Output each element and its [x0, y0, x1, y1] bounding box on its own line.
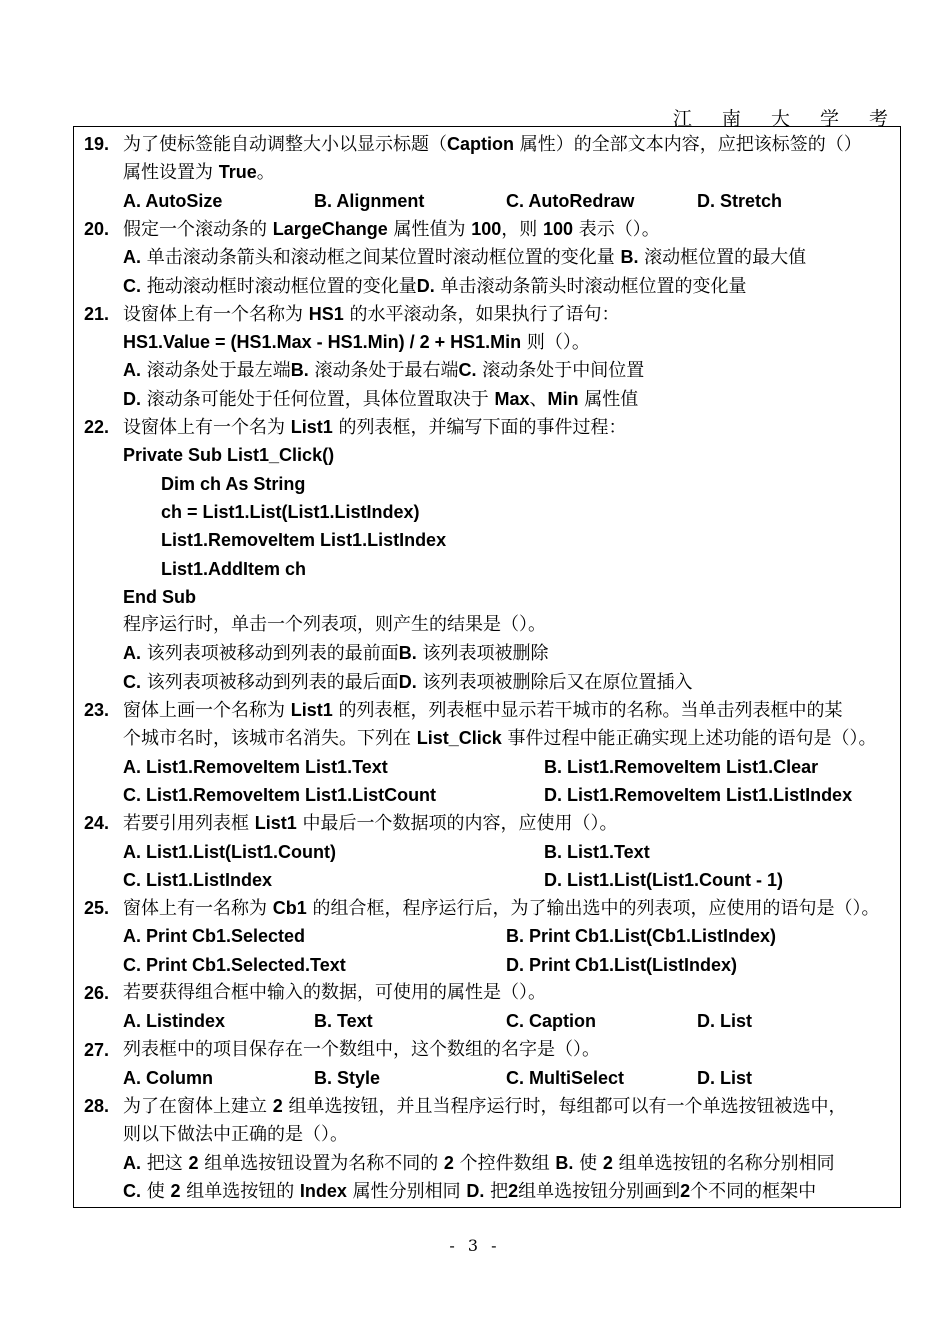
option-2: C. MultiSelect	[506, 1067, 625, 1088]
option-line: A. 滚动条处于最左端B. 滚动条处于最右端C. 滚动条处于中间位置	[123, 360, 645, 382]
question-text: 假定一个滚动条的 LargeChange 属性值为 100，则 100 表示（）。	[123, 218, 660, 240]
page-header: 江 南 大 学 考	[672, 108, 900, 130]
question-number: 22.	[84, 417, 110, 437]
option-line: D. 滚动条可能处于任何位置，具体位置取决于 Max、Min 属性值	[123, 388, 639, 410]
option-line: C. 使 2 组单选按钮的 Index 属性分别相同 D. 把2组单选按钮分别画到2个不同的框架中	[123, 1181, 817, 1203]
option-1: B. List1.RemoveItem List1.Clear	[544, 756, 819, 777]
option-line: A. 把这 2 组单选按钮设置为名称不同的 2 个控件数组 B. 使 2 组单选按钮的名称分别相同	[123, 1152, 835, 1174]
question-text: HS1.Value = (HS1.Max - HS1.Min) / 2 + HS1.Min 则（）。	[123, 332, 590, 354]
option-3: D. List	[697, 1067, 753, 1088]
question-text: 则以下做法中正确的是（）。	[123, 1123, 348, 1145]
code-line: Dim ch As String	[161, 473, 306, 494]
question-number: 20.	[84, 218, 110, 239]
question-number: 26.	[84, 983, 110, 1003]
question-text: 为了在窗体上建立 2 组单选按钮，并且当程序运行时，每组都可以有一个单选按钮被选中，	[123, 1096, 847, 1118]
question-number: 28.	[84, 1096, 110, 1117]
code-line: End Sub	[123, 586, 196, 607]
question-text: 若要引用列表框 List1 中最后一个数据项的内容，应使用（）。	[123, 813, 618, 835]
option-1: D. Print Cb1.List(ListIndex)	[506, 954, 738, 975]
option-0: C. List1.ListIndex	[123, 869, 273, 890]
option-1: B. Text	[314, 1011, 373, 1032]
option-1: B. List1.Text	[544, 841, 650, 862]
option-line: A. 单击滚动条箭头和滚动框之间某位置时滚动框位置的变化量 B. 滚动框位置的最大值	[123, 247, 807, 269]
option-1: D. List1.List(List1.Count - 1)	[544, 869, 784, 890]
question-text: 窗体上有一名称为 Cb1 的组合框，程序运行后，为了输出选中的列表项，应使用的语句是（）。	[123, 898, 880, 920]
question-text: 设窗体上有一个名称为 HS1 的水平滚动条，如果执行了语句：	[123, 303, 620, 325]
question-text: 为了使标签能自动调整大小以显示标题（Caption 属性）的全部文本内容，应把该标签的（）	[123, 134, 862, 155]
code-line: List1.AddItem ch	[161, 558, 307, 579]
question-number: 27.	[84, 1039, 110, 1060]
option-3: D. Stretch	[697, 190, 783, 211]
question-number: 19.	[84, 134, 110, 154]
question-number: 21.	[84, 303, 110, 324]
option-0: A. AutoSize	[123, 190, 223, 211]
question-text: 若要获得组合框中输入的数据，可使用的属性是（）。	[123, 982, 546, 1003]
option-0: A. List1.RemoveItem List1.Text	[123, 756, 388, 777]
option-3: D. List	[697, 1011, 753, 1032]
option-1: B. Print Cb1.List(Cb1.ListIndex)	[506, 926, 777, 947]
option-2: C. AutoRedraw	[506, 190, 635, 211]
option-line: A. 该列表项被移动到列表的最前面B. 该列表项被删除	[123, 643, 549, 665]
question-text: 属性设置为 True。	[123, 162, 275, 184]
page-number: - 3 -	[449, 1236, 501, 1255]
option-0: A. Column	[123, 1067, 213, 1088]
option-1: B. Style	[314, 1067, 381, 1088]
code-line: ch = List1.List(List1.ListIndex)	[161, 501, 420, 522]
question-text: 窗体上画一个名称为 List1 的列表框，列表框中显示若干城市的名称。当单击列表框中的某	[123, 700, 843, 721]
option-0: A. Listindex	[123, 1011, 226, 1032]
option-line: C. 拖动滚动框时滚动框位置的变化量D. 单击滚动条箭头时滚动框位置的变化量	[123, 275, 747, 297]
code-line: List1.RemoveItem List1.ListIndex	[161, 530, 447, 551]
option-0: C. Print Cb1.Selected.Text	[123, 954, 346, 975]
question-text: 个城市名时，该城市名消失。下列在 List_Click 事件过程中能正确实现上述功能的语句是（）。	[123, 728, 877, 750]
option-1: B. Alignment	[314, 190, 425, 211]
question-number: 24.	[84, 813, 110, 834]
question-number: 23.	[84, 700, 110, 720]
option-0: C. List1.RemoveItem List1.ListCount	[123, 784, 437, 805]
question-text: 程序运行时，单击一个列表项，则产生的结果是（）。	[123, 614, 546, 636]
question-text: 设窗体上有一个名为 List1 的列表框，并编写下面的事件过程：	[123, 417, 627, 438]
option-0: A. Print Cb1.Selected	[123, 926, 306, 947]
question-number: 25.	[84, 898, 110, 919]
option-1: D. List1.RemoveItem List1.ListIndex	[544, 784, 853, 805]
option-0: A. List1.List(List1.Count)	[123, 841, 336, 862]
code-line: Private Sub List1_Click()	[123, 445, 335, 466]
question-text: 列表框中的项目保存在一个数组中，这个数组的名字是（）。	[123, 1038, 600, 1060]
option-line: C. 该列表项被移动到列表的最后面D. 该列表项被删除后又在原位置插入	[123, 671, 693, 693]
option-2: C. Caption	[506, 1011, 596, 1032]
